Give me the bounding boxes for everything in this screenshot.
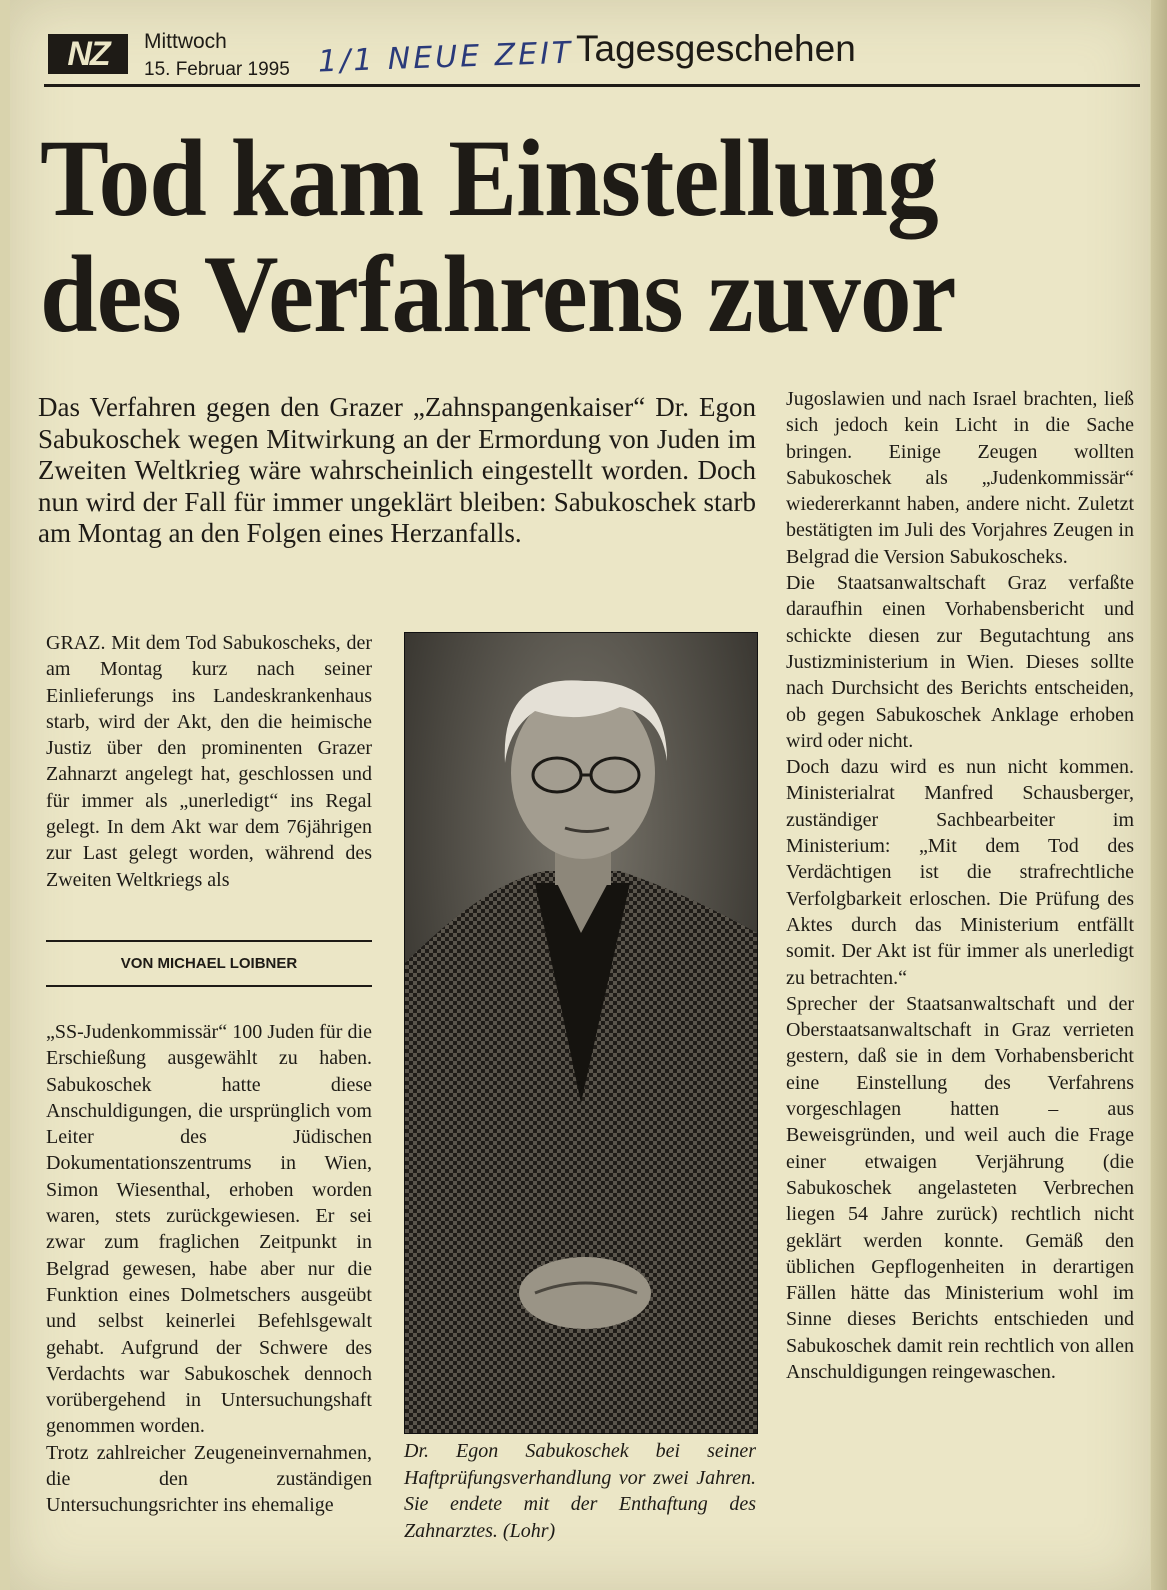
portrait-illustration	[405, 633, 757, 1433]
issue-date: 15. Februar 1995	[144, 59, 290, 80]
headline-line-1: Tod kam Einstellung	[40, 117, 938, 239]
portrait-photo	[404, 632, 758, 1434]
article-column-left-top	[46, 630, 372, 893]
article-paragraph: Die Staatsanwaltschaft Graz verfaßte daraufhin einen Vorhabensbericht und schickte diesen zur Begutachtung ans Justizministerium in Wien. Dieses sollte nach Durchsicht des Berichts entscheiden, ob gegen Sabukoschek Anklage erhoben wird oder nicht.	[786, 572, 1134, 752]
article-paragraph: „SS-Judenkommissär“ 100 Juden für die Erschießung ausgewählt zu haben. Sabukoschek hatte diese Anschuldigungen, die ursprünglich vom Leiter des Jüdischen Dokumentationszentrums in Wien, Simon Wiesenthal, erhoben worden waren, stets zurückgewiesen. Er sei zwar zum fraglichen Zeitpunkt in Belgrad gewesen, habe aber nur die Funktion eines Dolmetschers ausgeübt und selbst keinerlei Befehlsgewalt gehabt. Aufgrund der Schwere des Verdachts war Sabukoschek dennoch vorübergehend in Untersuchungshaft genommen worden.	[46, 1021, 372, 1438]
article-paragraph: Sprecher der Staatsanwaltschaft und der Oberstaatsanwaltschaft in Graz verrieten gestern, daß sie in dem Vorhabensbericht eine Einstellung des Verfahrens vorgeschlagen hatten – aus Beweisgründen, und weil auch die Frage einer etwaigen Verjährung (die Sabukoschek angelasteten Verbrechen liegen 54 Jahre zurück) rechtlich nicht geklärt werden konnte. Gemäß den üblichen Gepflogenheiten in derartigen Fällen hätte das Ministerium wohl im Sinne dieses Berichts entschieden und Sabukoschek damit rein rechtlich von allen Anschuldigungen reingewaschen.	[786, 992, 1134, 1383]
newspaper-logo: NZ	[48, 34, 128, 74]
photo-caption: Dr. Egon Sabukoschek bei seiner Haftprüfungsverhandlung vor zwei Jahren. Sie endete mit der Enthaftung des Zahnarztes. (Lohr)	[404, 1440, 756, 1542]
lead-paragraph: Das Verfahren gegen den Grazer „Zahnspangenkaiser“ Dr. Egon Sabukoschek wegen Mitwirkung an der Ermordung von Juden im Zweiten Weltkrieg wäre wahrscheinlich eingestellt worden. Doch nun wird der Fall für immer ungeklärt bleiben: Sabukoschek starb am Montag an den Folgen eines Herzanfalls.	[38, 392, 756, 548]
byline: VON MICHAEL LOIBNER	[120, 955, 298, 972]
headline-line-2: des Verfahrens zuvor	[40, 233, 956, 355]
handwritten-note: 1/1 NEUE ZEIT	[317, 35, 574, 80]
section-title: Tagesgeschehen	[576, 28, 856, 69]
article-column-left-bottom	[46, 1019, 372, 1519]
article-paragraph: Doch dazu wird es nun nicht kommen. Ministerialrat Manfred Schausberger, zuständiger Sachbearbeiter im Ministerium: „Mit dem Tod des Verdächtigen ist die strafrechtliche Verfolgbarkeit erloschen. Die Prüfung des Aktes durch das Ministerium entfällt somit. Der Akt ist für immer als unerledigt zu betrachten.“	[786, 756, 1134, 989]
headline	[40, 117, 1055, 355]
page-edge	[1151, 0, 1167, 1590]
issue-day: Mittwoch	[144, 30, 227, 53]
byline-rule-top	[46, 940, 372, 942]
article-paragraph: Trotz zahlreicher Zeugeneinvernahmen, die den zuständigen Untersuchungsrichter ins ehemalige	[46, 1441, 372, 1517]
byline-rule-bottom	[46, 985, 372, 987]
article-paragraph: GRAZ. Mit dem Tod Sabukoscheks, der am Montag kurz nach seiner Einlieferungs ins Landeskrankenhaus starb, wird der Akt, den die heimische Justiz über den prominenten Grazer Zahnarzt angelegt hat, geschlossen und für immer als „unerledigt“ ins Regal gelegt. In dem Akt war dem 76jährigen zur Last gelegt worden, während des Zweiten Weltkriegs als	[46, 632, 372, 891]
masthead	[44, 28, 1144, 86]
article-column-right	[786, 386, 1134, 1385]
article-paragraph: Jugoslawien und nach Israel brachten, ließ sich jedoch kein Licht in die Sache bringen. Einige Zeugen wollten Sabukoschek als „Judenkommissär“ wiedererkannt haben, andere nicht. Zuletzt bestätigten im Juli des Vorjahres Zeugen in Belgrad die Version Sabukoscheks.	[786, 388, 1134, 568]
masthead-rule	[44, 84, 1140, 87]
